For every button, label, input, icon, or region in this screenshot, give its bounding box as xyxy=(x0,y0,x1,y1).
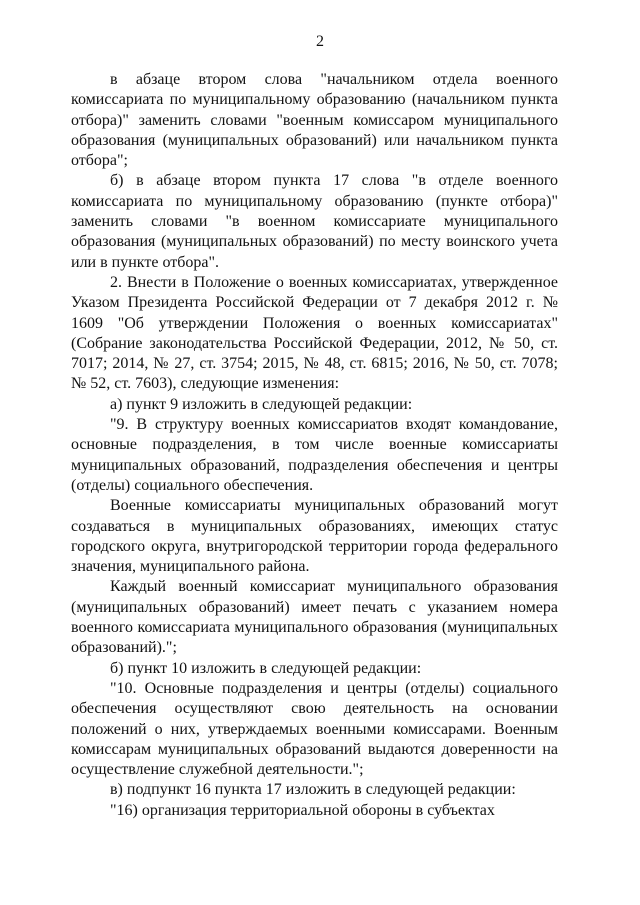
paragraph: б) пункт 10 изложить в следующей редакции: xyxy=(110,659,422,677)
paragraph: в абзаце втором слова "начальником отдела военного комиссариата по муниципальному образованию (начальником пункта отбора)" заменить словами "военным комиссаром муниципального образования (муниципальных образований) или начальником пункта отбора"; xyxy=(71,71,558,170)
paragraph: б) в абзаце втором пункта 17 слова "в отделе военного комиссариата по муниципальному образованию (пункте отбора)" заменить словами "в военном комиссариате муниципального образования (муниципальных образований) по месту воинского учета или в пункте отбора". xyxy=(71,172,558,271)
paragraph: Каждый военный комиссариат муниципального образования (муниципальных образований) имеет печать с указанием номера военного комиссариата муниципального образования (муниципальных образований)."; xyxy=(71,578,558,657)
paragraph: 2. Внести в Положение о военных комиссариатах, утвержденное Указом Президента Российской Федерации от 7 декабря 2012 г. № 1609 "Об утверждении Положения о военных комиссариатах" (Собрание законодательства Российской Федерации, 2012, № 50, ст. 7017; 2014, № 27, ст. 3754; 2015, № 48, ст. 6815; 2016, № 50, ст. 7078; № 52, ст. 7603), следующие изменения: xyxy=(71,273,558,393)
paragraph: "10. Основные подразделения и центры (отделы) социального обеспечения осуществляют свою деятельность на основании положений о них, утверждаемых военными комиссарами. Военным комиссарам муниципальных образований выдаются доверенности на осуществление служебной деятельности."; xyxy=(71,679,558,779)
paragraph: в) подпункт 16 пункта 17 изложить в следующей редакции: xyxy=(110,781,516,799)
document-body xyxy=(71,70,558,821)
paragraph: "9. В структуру военных комиссариатов входят командование, основные подразделения, в том числе военные комиссариаты муниципальных образований, подразделения обеспечения и центры (отделы) социального обеспечения. xyxy=(71,416,558,494)
paragraph: Военные комиссариаты муниципальных образований могут создаваться в муниципальных образованиях, имеющих статус городского округа, внутригородской территории города федерального значения, муниципального района. xyxy=(71,497,558,576)
page-number: 2 xyxy=(316,33,324,50)
paragraph: а) пункт 9 изложить в следующей редакции: xyxy=(110,395,413,413)
paragraph: "16) организация территориальной обороны в субъектах xyxy=(110,801,495,819)
